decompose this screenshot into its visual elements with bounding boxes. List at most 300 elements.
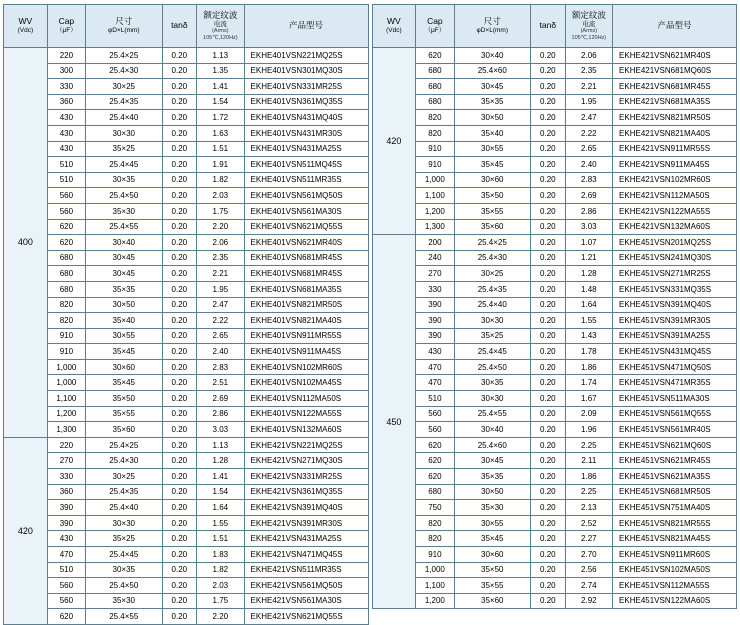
part-number-cell: EKHE451VSN471MR35S xyxy=(613,375,737,391)
table-row xyxy=(4,157,369,173)
size-cell: 25.4×40 xyxy=(86,110,163,126)
part-number-cell: EKHE401VSN361MQ35S xyxy=(244,94,368,110)
part-number-cell: EKHE401VSN102MA45S xyxy=(244,375,368,391)
tangent-cell: 0.20 xyxy=(531,79,566,95)
tangent-cell: 0.20 xyxy=(531,422,566,438)
part-number-cell: EKHE401VSN132MA60S xyxy=(244,422,368,438)
tangent-cell: 0.20 xyxy=(531,281,566,297)
tangent-cell: 0.20 xyxy=(531,172,566,188)
ripple-current-cell: 1.95 xyxy=(197,281,244,297)
capacitance-cell: 1,300 xyxy=(416,219,454,235)
part-number-cell: EKHE451VSN621MQ60S xyxy=(613,437,737,453)
part-number-cell: EKHE401VSN102MR60S xyxy=(244,359,368,375)
ripple-current-cell: 2.35 xyxy=(197,250,244,266)
header-cap: Cap （μF） xyxy=(416,5,454,48)
ripple-current-cell: 1.43 xyxy=(565,328,612,344)
tangent-cell: 0.20 xyxy=(531,203,566,219)
part-number-cell: EKHE451VSN112MA55S xyxy=(613,578,737,594)
table-row xyxy=(372,562,737,578)
table-row xyxy=(4,266,369,282)
ripple-current-cell: 2.51 xyxy=(197,375,244,391)
part-number-cell: EKHE421VSN221MQ25S xyxy=(244,437,368,453)
size-cell: 30×50 xyxy=(454,110,531,126)
capacitance-cell: 560 xyxy=(47,578,85,594)
size-cell: 35×50 xyxy=(454,188,531,204)
ripple-current-cell: 2.20 xyxy=(197,609,244,625)
capacitance-cell: 680 xyxy=(47,250,85,266)
tangent-cell: 0.20 xyxy=(162,375,197,391)
capacitance-cell: 390 xyxy=(416,297,454,313)
part-number-cell: EKHE451VSN102MA50S xyxy=(613,562,737,578)
ripple-current-cell: 1.13 xyxy=(197,48,244,64)
table-row xyxy=(372,203,737,219)
capacitance-cell: 910 xyxy=(416,157,454,173)
tangent-cell: 0.20 xyxy=(531,328,566,344)
capacitance-cell: 430 xyxy=(47,125,85,141)
capacitance-cell: 620 xyxy=(47,235,85,251)
table-row xyxy=(372,453,737,469)
ripple-current-cell: 1.41 xyxy=(197,79,244,95)
size-cell: 25.4×40 xyxy=(454,297,531,313)
tangent-cell: 0.20 xyxy=(162,344,197,360)
ripple-current-cell: 2.52 xyxy=(565,515,612,531)
part-number-cell: EKHE421VSN122MA55S xyxy=(613,203,737,219)
ripple-current-cell: 1.86 xyxy=(565,469,612,485)
tangent-cell: 0.20 xyxy=(162,593,197,609)
part-number-cell: EKHE421VSN271MQ30S xyxy=(244,453,368,469)
part-number-cell: EKHE421VSN681MA35S xyxy=(613,94,737,110)
part-number-cell: EKHE451VSN122MA60S xyxy=(613,593,737,609)
table-row xyxy=(4,94,369,110)
table-row xyxy=(4,562,369,578)
ripple-current-cell: 2.86 xyxy=(197,406,244,422)
tangent-cell: 0.20 xyxy=(162,437,197,453)
capacitance-cell: 430 xyxy=(47,110,85,126)
size-cell: 35×35 xyxy=(86,281,163,297)
tangent-cell: 0.20 xyxy=(531,531,566,547)
capacitance-cell: 510 xyxy=(47,562,85,578)
tangent-cell: 0.20 xyxy=(162,406,197,422)
ripple-current-cell: 2.21 xyxy=(197,266,244,282)
capacitance-cell: 820 xyxy=(416,125,454,141)
size-cell: 35×25 xyxy=(86,531,163,547)
table-row xyxy=(4,437,369,453)
size-cell: 35×60 xyxy=(86,422,163,438)
ripple-current-cell: 2.22 xyxy=(197,313,244,329)
table-row xyxy=(4,515,369,531)
header-size: 尺寸 φD×L(mm) xyxy=(86,5,163,48)
ripple-current-cell: 1.21 xyxy=(565,250,612,266)
tangent-cell: 0.20 xyxy=(162,63,197,79)
ripple-current-cell: 2.70 xyxy=(565,547,612,563)
part-number-cell: EKHE401VSN431MQ40S xyxy=(244,110,368,126)
ripple-current-cell: 1.51 xyxy=(197,141,244,157)
ripple-current-cell: 1.83 xyxy=(197,547,244,563)
capacitance-cell: 360 xyxy=(47,94,85,110)
tangent-cell: 0.20 xyxy=(531,344,566,360)
capacitance-cell: 1,000 xyxy=(416,562,454,578)
ripple-current-cell: 1.35 xyxy=(197,63,244,79)
tangent-cell: 0.20 xyxy=(162,141,197,157)
tangent-cell: 0.20 xyxy=(531,437,566,453)
part-number-cell: EKHE421VSN112MA50S xyxy=(613,188,737,204)
tangent-cell: 0.20 xyxy=(162,609,197,625)
table-row xyxy=(372,515,737,531)
tangent-cell: 0.20 xyxy=(162,484,197,500)
ripple-current-cell: 2.40 xyxy=(565,157,612,173)
size-cell: 35×45 xyxy=(86,375,163,391)
ripple-current-cell: 1.82 xyxy=(197,172,244,188)
ripple-current-cell: 2.27 xyxy=(565,531,612,547)
size-cell: 35×60 xyxy=(454,219,531,235)
tangent-cell: 0.20 xyxy=(162,469,197,485)
tangent-cell: 0.20 xyxy=(162,48,197,64)
size-cell: 25.4×60 xyxy=(454,63,531,79)
table-header-row xyxy=(4,5,369,48)
table-row xyxy=(4,110,369,126)
size-cell: 30×25 xyxy=(86,469,163,485)
ripple-current-cell: 1.75 xyxy=(197,593,244,609)
table-row xyxy=(372,48,737,64)
table-row xyxy=(4,281,369,297)
capacitance-cell: 1,000 xyxy=(416,172,454,188)
table-row xyxy=(4,344,369,360)
capacitance-cell: 220 xyxy=(47,48,85,64)
table-row xyxy=(372,172,737,188)
part-number-cell: EKHE401VSN821MR50S xyxy=(244,297,368,313)
size-cell: 30×30 xyxy=(86,125,163,141)
part-number-cell: EKHE421VSN621MQ55S xyxy=(244,609,368,625)
capacitance-cell: 270 xyxy=(416,266,454,282)
table-row xyxy=(4,172,369,188)
capacitance-cell: 620 xyxy=(47,219,85,235)
header-model: 产品型号 xyxy=(244,5,368,48)
tangent-cell: 0.20 xyxy=(162,157,197,173)
part-number-cell: EKHE451VSN431MQ45S xyxy=(613,344,737,360)
ripple-current-cell: 1.48 xyxy=(565,281,612,297)
tangent-cell: 0.20 xyxy=(531,406,566,422)
part-number-cell: EKHE451VSN821MA45S xyxy=(613,531,737,547)
part-number-cell: EKHE451VSN561MR40S xyxy=(613,422,737,438)
size-cell: 25.4×55 xyxy=(86,219,163,235)
tangent-cell: 0.20 xyxy=(162,500,197,516)
tangent-cell: 0.20 xyxy=(531,219,566,235)
table-header-row xyxy=(372,5,737,48)
part-number-cell: EKHE451VSN471MQ50S xyxy=(613,359,737,375)
part-number-cell: EKHE421VSN911MA45S xyxy=(613,157,737,173)
table-row xyxy=(372,94,737,110)
capacitance-cell: 470 xyxy=(416,375,454,391)
tangent-cell: 0.20 xyxy=(162,328,197,344)
size-cell: 25.4×50 xyxy=(454,359,531,375)
size-cell: 30×30 xyxy=(86,515,163,531)
size-cell: 30×55 xyxy=(86,328,163,344)
voltage-cell: 420 xyxy=(4,437,48,624)
table-row xyxy=(372,313,737,329)
capacitance-cell: 390 xyxy=(416,313,454,329)
part-number-cell: EKHE451VSN331MQ35S xyxy=(613,281,737,297)
capacitance-cell: 910 xyxy=(416,141,454,157)
tangent-cell: 0.20 xyxy=(531,125,566,141)
size-cell: 25.4×40 xyxy=(86,500,163,516)
capacitance-cell: 1,100 xyxy=(416,578,454,594)
tangent-cell: 0.20 xyxy=(162,235,197,251)
table-row xyxy=(4,531,369,547)
size-cell: 25.4×30 xyxy=(86,453,163,469)
table-row xyxy=(372,188,737,204)
header-wv: WV (Vdc) xyxy=(4,5,48,48)
capacitance-cell: 270 xyxy=(47,453,85,469)
part-number-cell: EKHE401VSN511MQ45S xyxy=(244,157,368,173)
ripple-current-cell: 1.78 xyxy=(565,344,612,360)
table-row xyxy=(4,250,369,266)
capacitance-cell: 470 xyxy=(47,547,85,563)
table-row xyxy=(4,359,369,375)
table-row xyxy=(4,125,369,141)
size-cell: 30×40 xyxy=(86,235,163,251)
size-cell: 35×30 xyxy=(454,500,531,516)
size-cell: 30×35 xyxy=(454,375,531,391)
ripple-current-cell: 1.74 xyxy=(565,375,612,391)
tangent-cell: 0.20 xyxy=(531,157,566,173)
size-cell: 25.4×35 xyxy=(86,94,163,110)
part-number-cell: EKHE401VSN301MQ30S xyxy=(244,63,368,79)
table-row xyxy=(4,375,369,391)
table-row xyxy=(372,266,737,282)
table-row xyxy=(372,250,737,266)
size-cell: 25.4×45 xyxy=(86,547,163,563)
part-number-cell: EKHE421VSN821MR50S xyxy=(613,110,737,126)
capacitance-cell: 620 xyxy=(416,453,454,469)
capacitance-cell: 330 xyxy=(416,281,454,297)
tangent-cell: 0.20 xyxy=(531,235,566,251)
size-cell: 25.4×35 xyxy=(86,484,163,500)
ripple-current-cell: 1.54 xyxy=(197,94,244,110)
tangent-cell: 0.20 xyxy=(531,48,566,64)
tangent-cell: 0.20 xyxy=(162,578,197,594)
ripple-current-cell: 2.47 xyxy=(197,297,244,313)
table-row xyxy=(4,219,369,235)
size-cell: 30×45 xyxy=(86,266,163,282)
table-row xyxy=(372,110,737,126)
tangent-cell: 0.20 xyxy=(162,453,197,469)
part-number-cell: EKHE421VSN361MQ35S xyxy=(244,484,368,500)
right-spec-table xyxy=(372,4,738,609)
table-row xyxy=(372,141,737,157)
capacitance-cell: 910 xyxy=(47,344,85,360)
ripple-current-cell: 2.35 xyxy=(565,63,612,79)
capacitance-cell: 1,300 xyxy=(47,422,85,438)
part-number-cell: EKHE451VSN391MA25S xyxy=(613,328,737,344)
capacitance-cell: 1,200 xyxy=(47,406,85,422)
header-model: 产品型号 xyxy=(613,5,737,48)
table-row xyxy=(4,484,369,500)
tangent-cell: 0.20 xyxy=(162,297,197,313)
capacitance-cell: 1,200 xyxy=(416,593,454,609)
ripple-current-cell: 1.55 xyxy=(197,515,244,531)
capacitance-cell: 1,000 xyxy=(47,359,85,375)
ripple-current-cell: 1.75 xyxy=(197,203,244,219)
capacitance-cell: 390 xyxy=(47,500,85,516)
ripple-current-cell: 1.28 xyxy=(565,266,612,282)
table-row xyxy=(372,297,737,313)
size-cell: 30×60 xyxy=(86,359,163,375)
tangent-cell: 0.20 xyxy=(162,203,197,219)
ripple-current-cell: 1.64 xyxy=(565,297,612,313)
part-number-cell: EKHE401VSN221MQ25S xyxy=(244,48,368,64)
ripple-current-cell: 2.83 xyxy=(197,359,244,375)
size-cell: 25.4×55 xyxy=(454,406,531,422)
tangent-cell: 0.20 xyxy=(531,63,566,79)
ripple-current-cell: 2.06 xyxy=(197,235,244,251)
part-number-cell: EKHE451VSN201MQ25S xyxy=(613,235,737,251)
tangent-cell: 0.20 xyxy=(531,515,566,531)
size-cell: 35×35 xyxy=(454,94,531,110)
ripple-current-cell: 2.65 xyxy=(197,328,244,344)
capacitance-cell: 820 xyxy=(47,313,85,329)
ripple-current-cell: 1.28 xyxy=(197,453,244,469)
capacitance-cell: 560 xyxy=(47,203,85,219)
capacitance-cell: 680 xyxy=(47,266,85,282)
tangent-cell: 0.20 xyxy=(531,453,566,469)
tangent-cell: 0.20 xyxy=(162,110,197,126)
capacitance-cell: 430 xyxy=(416,344,454,360)
size-cell: 25.4×35 xyxy=(454,281,531,297)
tangent-cell: 0.20 xyxy=(162,281,197,297)
size-cell: 25.4×50 xyxy=(86,578,163,594)
capacitance-cell: 300 xyxy=(47,63,85,79)
size-cell: 30×30 xyxy=(454,391,531,407)
part-number-cell: EKHE401VSN431MR30S xyxy=(244,125,368,141)
capacitance-cell: 510 xyxy=(47,157,85,173)
size-cell: 35×30 xyxy=(86,593,163,609)
size-cell: 30×25 xyxy=(454,266,531,282)
ripple-current-cell: 2.20 xyxy=(197,219,244,235)
capacitance-cell: 1,000 xyxy=(47,375,85,391)
table-row xyxy=(4,593,369,609)
tangent-cell: 0.20 xyxy=(531,578,566,594)
size-cell: 25.4×30 xyxy=(454,250,531,266)
tangent-cell: 0.20 xyxy=(531,375,566,391)
ripple-current-cell: 2.22 xyxy=(565,125,612,141)
part-number-cell: EKHE421VSN511MR35S xyxy=(244,562,368,578)
part-number-cell: EKHE401VSN331MR25S xyxy=(244,79,368,95)
part-number-cell: EKHE401VSN122MA55S xyxy=(244,406,368,422)
capacitance-cell: 510 xyxy=(47,172,85,188)
capacitance-cell: 680 xyxy=(416,79,454,95)
capacitance-cell: 620 xyxy=(416,48,454,64)
table-row xyxy=(4,141,369,157)
table-row xyxy=(372,578,737,594)
size-cell: 30×35 xyxy=(86,172,163,188)
part-number-cell: EKHE401VSN681MR45S xyxy=(244,250,368,266)
tangent-cell: 0.20 xyxy=(531,391,566,407)
tangent-cell: 0.20 xyxy=(531,250,566,266)
capacitance-cell: 680 xyxy=(416,484,454,500)
ripple-current-cell: 2.69 xyxy=(565,188,612,204)
right-table-container xyxy=(372,4,738,606)
tangent-cell: 0.20 xyxy=(531,469,566,485)
ripple-current-cell: 2.69 xyxy=(197,391,244,407)
ripple-current-cell: 2.92 xyxy=(565,593,612,609)
tangent-cell: 0.20 xyxy=(531,547,566,563)
table-row xyxy=(4,578,369,594)
capacitance-cell: 560 xyxy=(416,406,454,422)
table-row xyxy=(4,453,369,469)
ripple-current-cell: 1.64 xyxy=(197,500,244,516)
part-number-cell: EKHE451VSN561MQ55S xyxy=(613,406,737,422)
part-number-cell: EKHE401VSN911MA45S xyxy=(244,344,368,360)
table-row xyxy=(372,484,737,500)
size-cell: 25.4×25 xyxy=(86,48,163,64)
part-number-cell: EKHE451VSN391MQ40S xyxy=(613,297,737,313)
tangent-cell: 0.20 xyxy=(531,266,566,282)
capacitance-cell: 680 xyxy=(416,94,454,110)
part-number-cell: EKHE451VSN681MR50S xyxy=(613,484,737,500)
capacitance-cell: 330 xyxy=(47,469,85,485)
table-row xyxy=(4,313,369,329)
capacitance-cell: 910 xyxy=(416,547,454,563)
table-row xyxy=(4,297,369,313)
ripple-current-cell: 1.51 xyxy=(197,531,244,547)
table-row xyxy=(372,422,737,438)
table-row xyxy=(4,79,369,95)
part-number-cell: EKHE401VSN911MR55S xyxy=(244,328,368,344)
capacitance-cell: 220 xyxy=(47,437,85,453)
size-cell: 35×30 xyxy=(86,203,163,219)
part-number-cell: EKHE451VSN271MR25S xyxy=(613,266,737,282)
ripple-current-cell: 2.25 xyxy=(565,484,612,500)
ripple-current-cell: 1.67 xyxy=(565,391,612,407)
capacitance-cell: 680 xyxy=(47,281,85,297)
ripple-current-cell: 1.63 xyxy=(197,125,244,141)
size-cell: 35×45 xyxy=(454,157,531,173)
ripple-current-cell: 2.11 xyxy=(565,453,612,469)
size-cell: 30×40 xyxy=(454,422,531,438)
size-cell: 35×25 xyxy=(454,328,531,344)
ripple-current-cell: 1.13 xyxy=(197,437,244,453)
size-cell: 30×60 xyxy=(454,547,531,563)
size-cell: 35×55 xyxy=(86,406,163,422)
tangent-cell: 0.20 xyxy=(162,219,197,235)
capacitance-cell: 910 xyxy=(47,328,85,344)
capacitance-cell: 680 xyxy=(416,63,454,79)
capacitance-cell: 560 xyxy=(47,593,85,609)
ripple-current-cell: 1.91 xyxy=(197,157,244,173)
table-row xyxy=(372,79,737,95)
ripple-current-cell: 2.06 xyxy=(565,48,612,64)
capacitance-cell: 560 xyxy=(416,422,454,438)
part-number-cell: EKHE421VSN471MQ45S xyxy=(244,547,368,563)
tangent-cell: 0.20 xyxy=(531,500,566,516)
table-row xyxy=(372,469,737,485)
size-cell: 25.4×25 xyxy=(86,437,163,453)
part-number-cell: EKHE451VSN621MA35S xyxy=(613,469,737,485)
table-row xyxy=(4,235,369,251)
ripple-current-cell: 2.65 xyxy=(565,141,612,157)
table-row xyxy=(372,281,737,297)
tangent-cell: 0.20 xyxy=(531,562,566,578)
part-number-cell: EKHE421VSN132MA60S xyxy=(613,219,737,235)
size-cell: 25.4×25 xyxy=(454,235,531,251)
capacitance-cell: 390 xyxy=(47,515,85,531)
size-cell: 35×35 xyxy=(454,469,531,485)
size-cell: 25.4×60 xyxy=(454,437,531,453)
tangent-cell: 0.20 xyxy=(531,188,566,204)
size-cell: 25.4×45 xyxy=(86,157,163,173)
voltage-cell: 420 xyxy=(372,48,416,235)
table-row xyxy=(4,63,369,79)
